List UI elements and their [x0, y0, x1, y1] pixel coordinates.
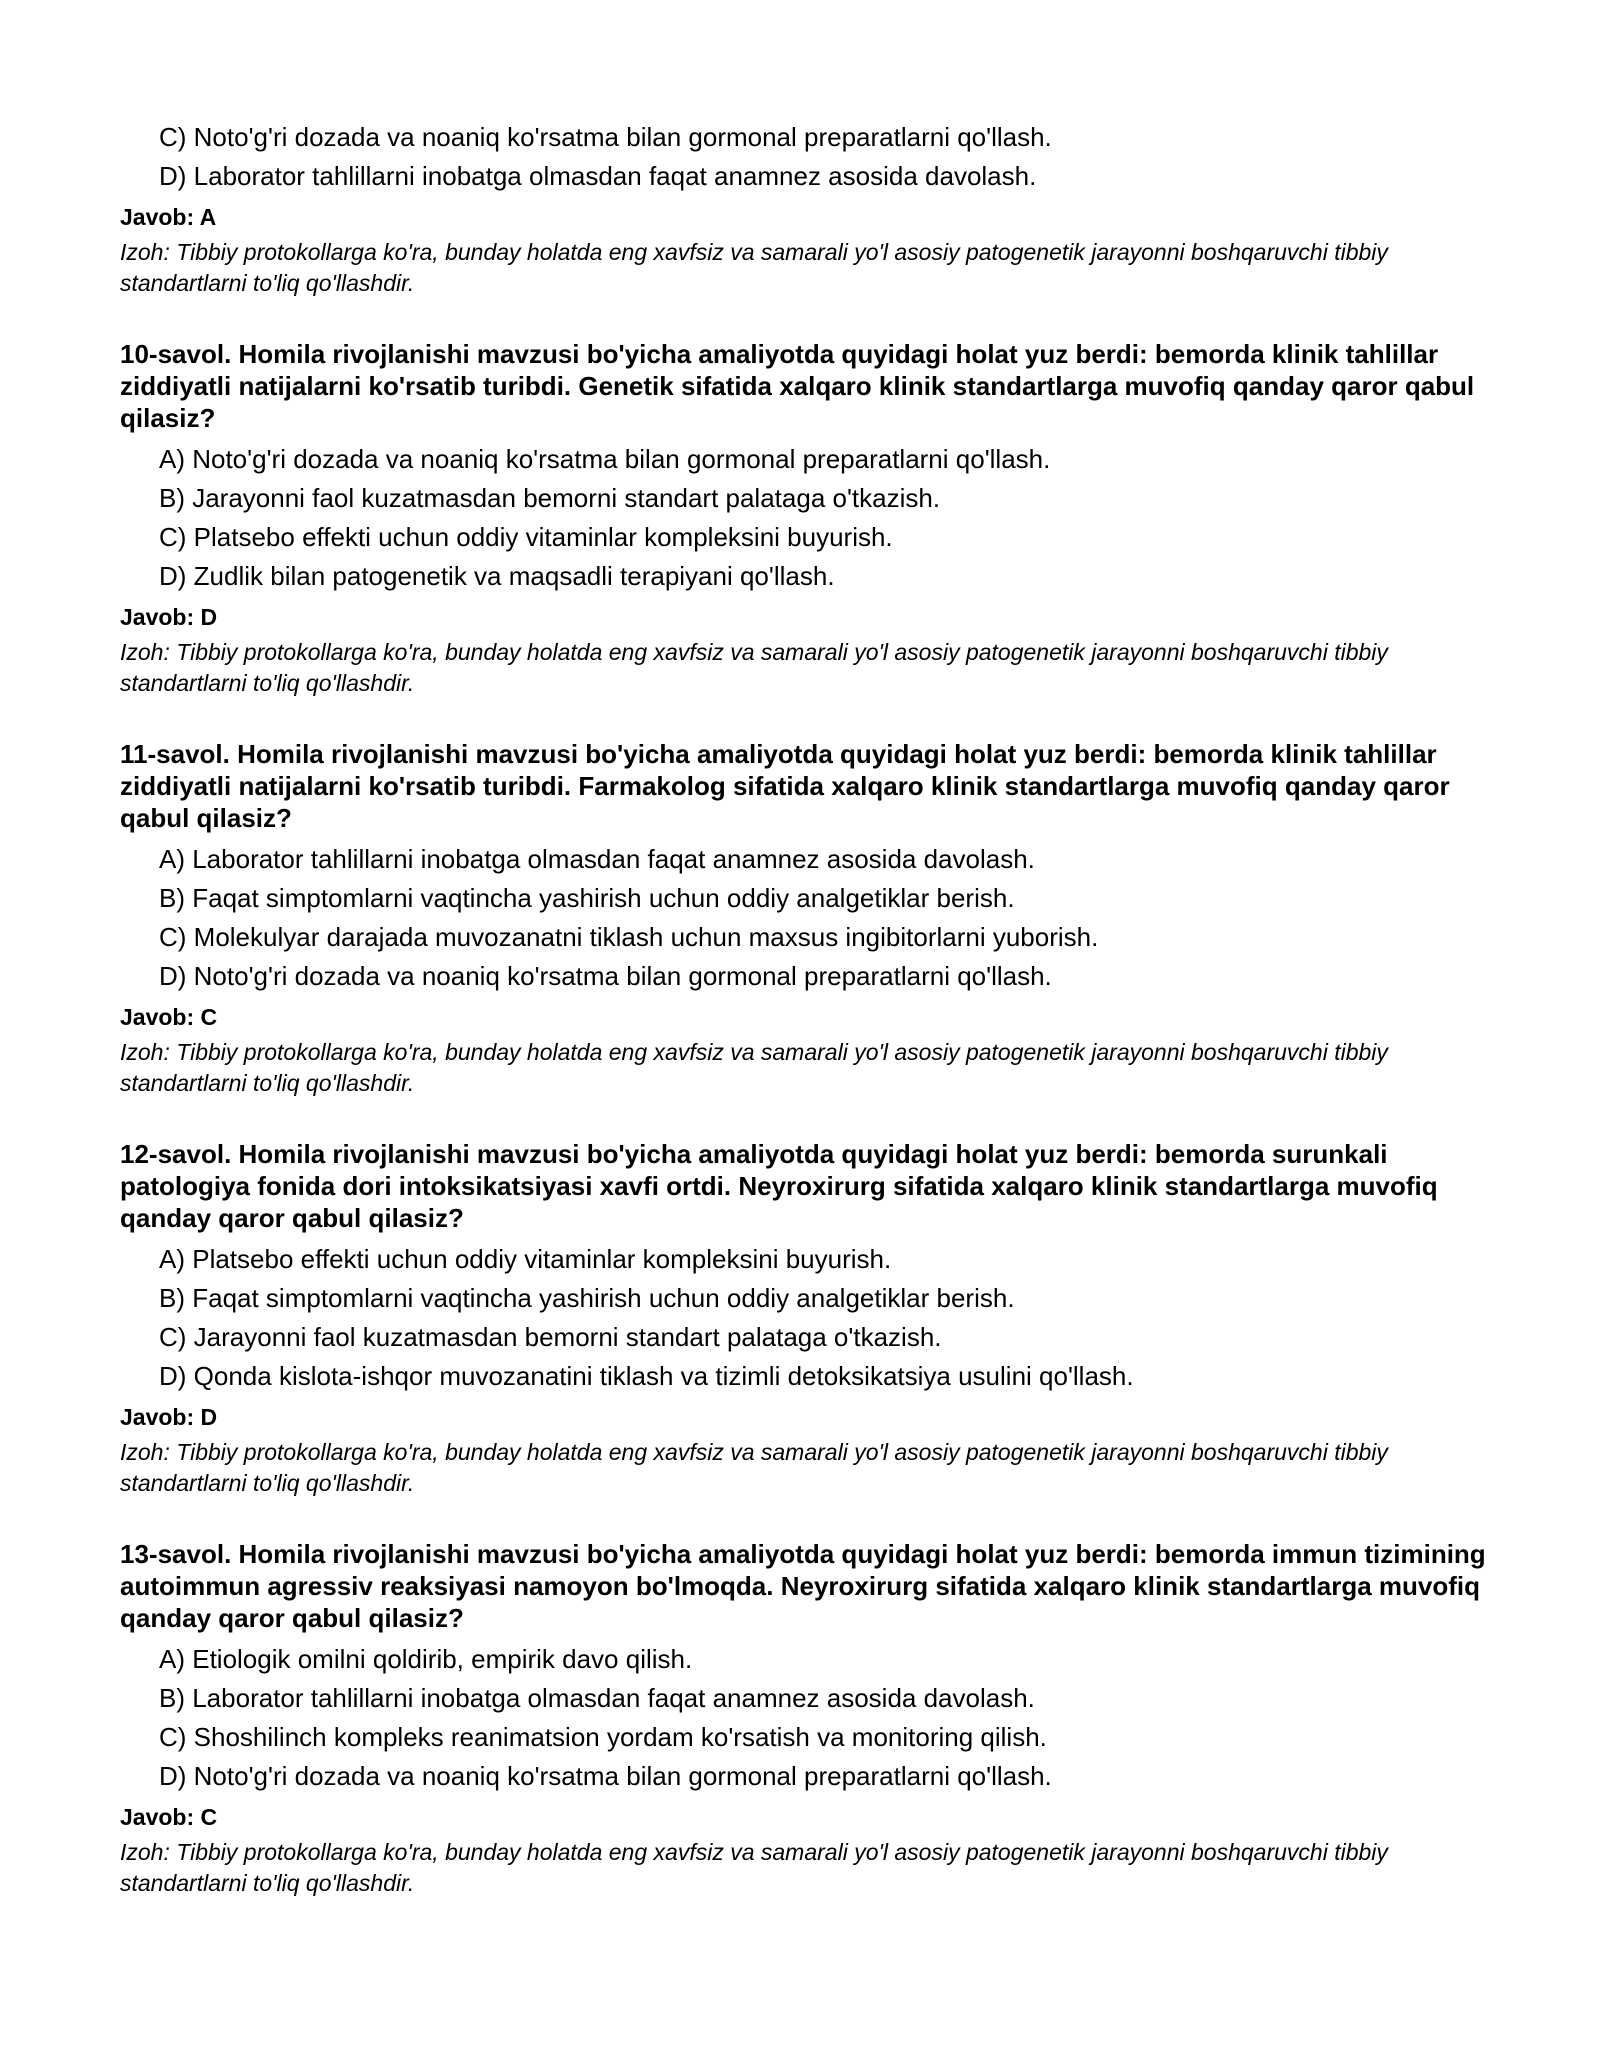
question-10: [120, 338, 1490, 699]
question-11: [120, 738, 1490, 1099]
answer-option: B) Laborator tahlillarni inobatga olmasdan faqat anamnez asosida davolash.: [159, 1683, 1035, 1713]
explanation-note: Izoh: Tibbiy protokollarga ko'ra, bunday holatda eng xavfsiz va samarali yo'l asosiy patogenetik jarayonni boshqaruvchi tibbiy standartlarni to'liq qo'llashdir.: [120, 1039, 1388, 1096]
answer-option: A) Laborator tahlillarni inobatga olmasdan faqat anamnez asosida davolash.: [159, 844, 1035, 874]
explanation-note: Izoh: Tibbiy protokollarga ko'ra, bunday holatda eng xavfsiz va samarali yo'l asosiy patogenetik jarayonni boshqaruvchi tibbiy standartlarni to'liq qo'llashdir.: [120, 639, 1388, 696]
correct-answer: Javob: D: [120, 604, 218, 630]
explanation-note: Izoh: Tibbiy protokollarga ko'ra, bunday holatda eng xavfsiz va samarali yo'l asosiy patogenetik jarayonni boshqaruvchi tibbiy standartlarni to'liq qo'llashdir.: [120, 239, 1388, 296]
question-13: [120, 1538, 1490, 1899]
question-12: [120, 1138, 1490, 1499]
question-text: 11-savol. Homila rivojlanishi mavzusi bo'yicha amaliyotda quyidagi holat yuz berdi: bemorda klinik tahlillar ziddiyatli natijalarni ko'rsatib turibdi. Farmakolog sifatida xalqaro klinik standartlarga muvofiq qanday qaror qabul qilasiz?: [120, 739, 1450, 833]
answer-option: A) Noto'g'ri dozada va noaniq ko'rsatma bilan gormonal preparatlarni qo'llash.: [159, 444, 1051, 474]
correct-answer: Javob: D: [120, 1404, 218, 1430]
answer-option: B) Faqat simptomlarni vaqtincha yashirish uchun oddiy analgetiklar berish.: [159, 1283, 1015, 1313]
answer-option: D) Noto'g'ri dozada va noaniq ko'rsatma bilan gormonal preparatlarni qo'llash.: [159, 1761, 1052, 1791]
answer-option: C) Molekulyar darajada muvozanatni tiklash uchun maxsus ingibitorlarni yuborish.: [159, 922, 1099, 952]
explanation-note: Izoh: Tibbiy protokollarga ko'ra, bunday holatda eng xavfsiz va samarali yo'l asosiy patogenetik jarayonni boshqaruvchi tibbiy standartlarni to'liq qo'llashdir.: [120, 1439, 1388, 1496]
answer-option: B) Jarayonni faol kuzatmasdan bemorni standart palataga o'tkazish.: [159, 483, 941, 513]
answer-option: D) Laborator tahlillarni inobatga olmasdan faqat anamnez asosida davolash.: [159, 161, 1037, 191]
document-page: [120, 118, 1490, 1899]
answer-option: A) Platsebo effekti uchun oddiy vitaminlar kompleksini buyurish.: [159, 1244, 892, 1274]
answer-option: C) Shoshilinch kompleks reanimatsion yordam ko'rsatish va monitoring qilish.: [159, 1722, 1047, 1752]
answer-option: D) Zudlik bilan patogenetik va maqsadli terapiyani qo'llash.: [159, 561, 835, 591]
answer-option: D) Noto'g'ri dozada va noaniq ko'rsatma bilan gormonal preparatlarni qo'llash.: [159, 961, 1052, 991]
previous-question-continuation: [120, 118, 1490, 299]
correct-answer: Javob: C: [120, 1804, 218, 1830]
correct-answer: Javob: A: [120, 204, 217, 230]
question-text: 10-savol. Homila rivojlanishi mavzusi bo'yicha amaliyotda quyidagi holat yuz berdi: bemorda klinik tahlillar ziddiyatli natijalarni ko'rsatib turibdi. Genetik sifatida xalqaro klinik standartlarga muvofiq qanday qaror qabul qilasiz?: [120, 339, 1475, 433]
answer-option: C) Platsebo effekti uchun oddiy vitaminlar kompleksini buyurish.: [159, 522, 893, 552]
question-text: 12-savol. Homila rivojlanishi mavzusi bo'yicha amaliyotda quyidagi holat yuz berdi: bemorda surunkali patologiya fonida dori intoksikatsiyasi xavfi ortdi. Neyroxirurg sifatida xalqaro klinik standartlarga muvofiq qanday qaror qabul qilasiz?: [120, 1139, 1438, 1233]
correct-answer: Javob: C: [120, 1004, 218, 1030]
answer-option: D) Qonda kislota-ishqor muvozanatini tiklash va tizimli detoksikatsiya usulini qo'llash.: [159, 1361, 1134, 1391]
question-text: 13-savol. Homila rivojlanishi mavzusi bo'yicha amaliyotda quyidagi holat yuz berdi: bemorda immun tizimining autoimmun agressiv reaksiyasi namoyon bo'lmoqda. Neyroxirurg sifatida xalqaro klinik standartlarga muvofiq qanday qaror qabul qilasiz?: [120, 1539, 1486, 1633]
answer-option: C) Noto'g'ri dozada va noaniq ko'rsatma bilan gormonal preparatlarni qo'llash.: [159, 122, 1052, 152]
answer-option: B) Faqat simptomlarni vaqtincha yashirish uchun oddiy analgetiklar berish.: [159, 883, 1015, 913]
answer-option: C) Jarayonni faol kuzatmasdan bemorni standart palataga o'tkazish.: [159, 1322, 942, 1352]
answer-option: A) Etiologik omilni qoldirib, empirik davo qilish.: [159, 1644, 693, 1674]
explanation-note: Izoh: Tibbiy protokollarga ko'ra, bunday holatda eng xavfsiz va samarali yo'l asosiy patogenetik jarayonni boshqaruvchi tibbiy standartlarni to'liq qo'llashdir.: [120, 1839, 1388, 1896]
